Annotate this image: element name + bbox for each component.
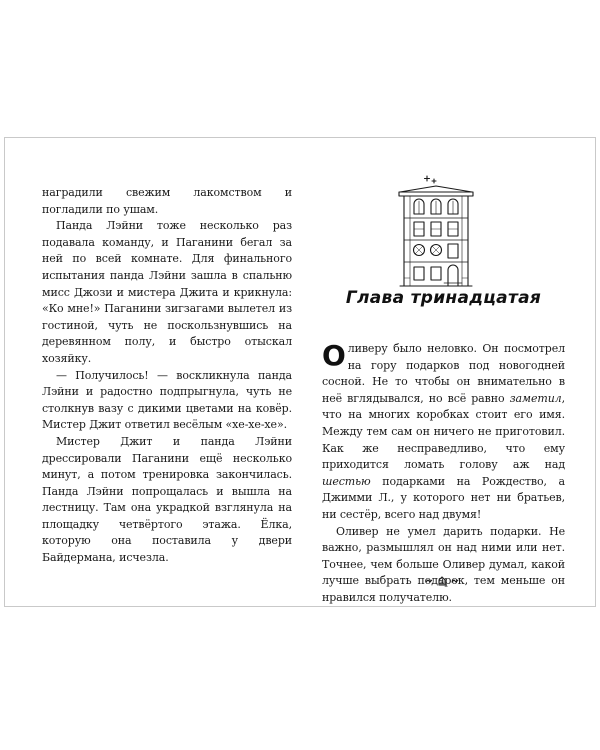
paragraph: наградили свежим лакомством и погладили по ушам.	[42, 186, 292, 216]
left-page	[42, 185, 292, 567]
chapter-title: Глава тринадцатая	[345, 288, 542, 308]
right-page	[322, 138, 565, 606]
ornament-icon	[424, 576, 460, 586]
text-run: , что на многих коробках стоит его имя. Между тем сам он ничего не приготовил. Как же несправедливо, что ему приходится ломать голову аж над	[322, 391, 565, 472]
paragraph: — Получилось! — воскликнула панда Лэйни и радостно подпрыгнула, чуть не столкнув вазу с дикими цветами на ковёр. Мистер Джит ответил весёлым «хе-хе-хе».	[42, 368, 292, 432]
book-spread	[4, 137, 596, 607]
paragraph: Панда Лэйни тоже несколько раз подавала команду, и Паганини бегал за ней по всей комнате. Для финального испытания панда Лэйни зашла в спальню мисс Джози и мистера Джита и крикнула: «Ко мне!» Паганини зигзагами вылетел из гостиной, чуть не поскользнувшись на деревянном полу, и быстро отыскал хозяйку.	[42, 219, 292, 365]
drop-cap: О	[322, 339, 346, 372]
emphasis: заметил	[509, 391, 562, 405]
emphasis: шестью	[322, 474, 371, 488]
text-run: подарками на Рождество, а Джимми Л., у которого нет ни братьев, ни сестёр, всего над двумя!	[322, 474, 565, 521]
text-run: ливеру было неловко. Он посмотрел на гору подарков под новогодней сосной. Не то чтобы он внимательно в неё вглядывался, но всё равно	[322, 342, 565, 405]
paragraph: Оливер не умел дарить подарки. Не важно, размышлял он над ними или нет. Точнее, чем больше Оливер думал, какой лучше выбрать подарок, тем меньше он нравился получателю.	[322, 524, 565, 604]
paragraph: Мистер Джит и панда Лэйни дрессировали Паганини ещё несколько минут, а потом тренировка закончилась. Панда Лэйни попрощалась и вышла на лестницу. Там она украдкой взглянула на площадку четвёртого этажа. Ёлка, которую она поставила у двери Байдермана, исчезла.	[42, 434, 292, 565]
chapter-text	[322, 341, 565, 607]
paragraph	[322, 341, 565, 524]
building-illustration	[396, 174, 476, 292]
